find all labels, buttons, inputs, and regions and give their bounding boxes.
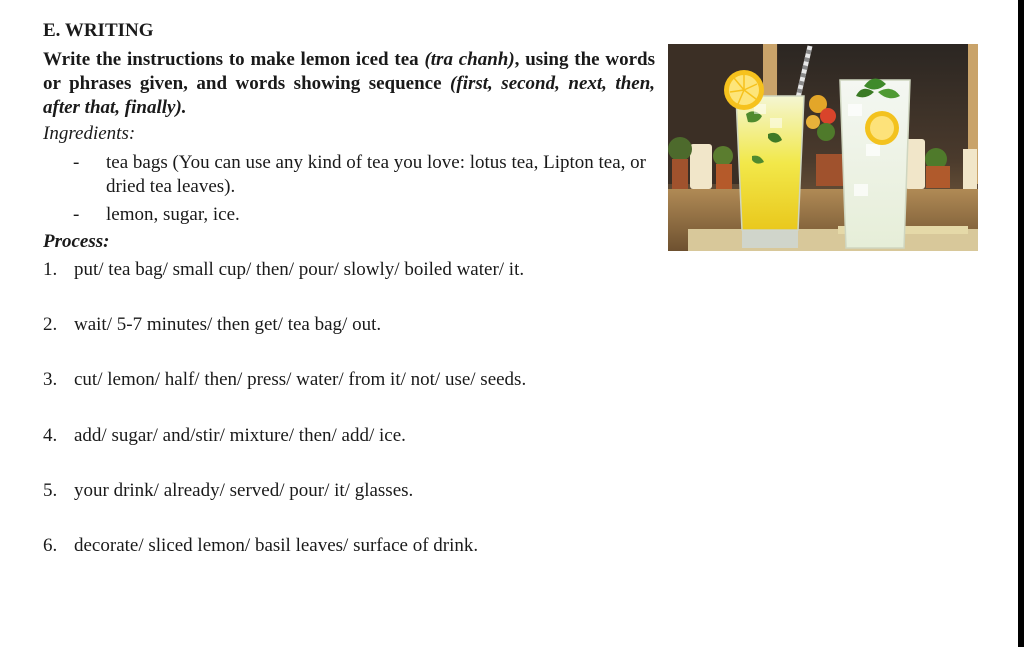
page-edge xyxy=(1018,0,1024,647)
process-step xyxy=(43,479,413,503)
step-text: wait/ 5-7 minutes/ then get/ tea bag/ out. xyxy=(74,314,382,335)
ingredient-text: lemon, sugar, ice. xyxy=(106,204,240,225)
step-text: cut/ lemon/ half/ then/ press/ water/ from it/ not/ use/ seeds. xyxy=(74,369,527,390)
ingredients-label: Ingredients: xyxy=(43,123,136,144)
step-number: 4. xyxy=(43,425,58,446)
lemon-iced-tea-photo xyxy=(668,44,978,251)
step-number: 6. xyxy=(43,535,58,556)
process-step xyxy=(43,368,526,392)
instructions-text: Write the instructions to make lemon iced tea (tra chanh), using the words or phrases given, and words showing sequence (first, second, next, then, after that, finally). xyxy=(43,49,656,118)
ingredient-item xyxy=(73,151,658,199)
step-text: your drink/ already/ served/ pour/ it/ glasses. xyxy=(74,480,414,501)
bullet-dash: - xyxy=(73,152,80,173)
step-text: decorate/ sliced lemon/ basil leaves/ surface of drink. xyxy=(74,535,479,556)
process-step xyxy=(43,424,406,448)
process-step xyxy=(43,534,478,558)
step-number: 3. xyxy=(43,369,58,390)
process-step xyxy=(43,258,524,282)
process-step xyxy=(43,313,381,337)
section-title: E. WRITING xyxy=(43,20,154,41)
step-number: 2. xyxy=(43,314,58,335)
ingredient-text: tea bags (You can use any kind of tea you love: lotus tea, Lipton tea, or dried tea leaves). xyxy=(106,152,646,197)
ingredient-item xyxy=(73,203,658,227)
step-text: add/ sugar/ and/stir/ mixture/ then/ add/ ice. xyxy=(74,425,406,446)
step-number: 5. xyxy=(43,480,58,501)
step-text: put/ tea bag/ small cup/ then/ pour/ slowly/ boiled water/ it. xyxy=(74,259,525,280)
bullet-dash: - xyxy=(73,204,80,225)
step-number: 1. xyxy=(43,259,58,280)
process-label: Process: xyxy=(43,231,110,252)
